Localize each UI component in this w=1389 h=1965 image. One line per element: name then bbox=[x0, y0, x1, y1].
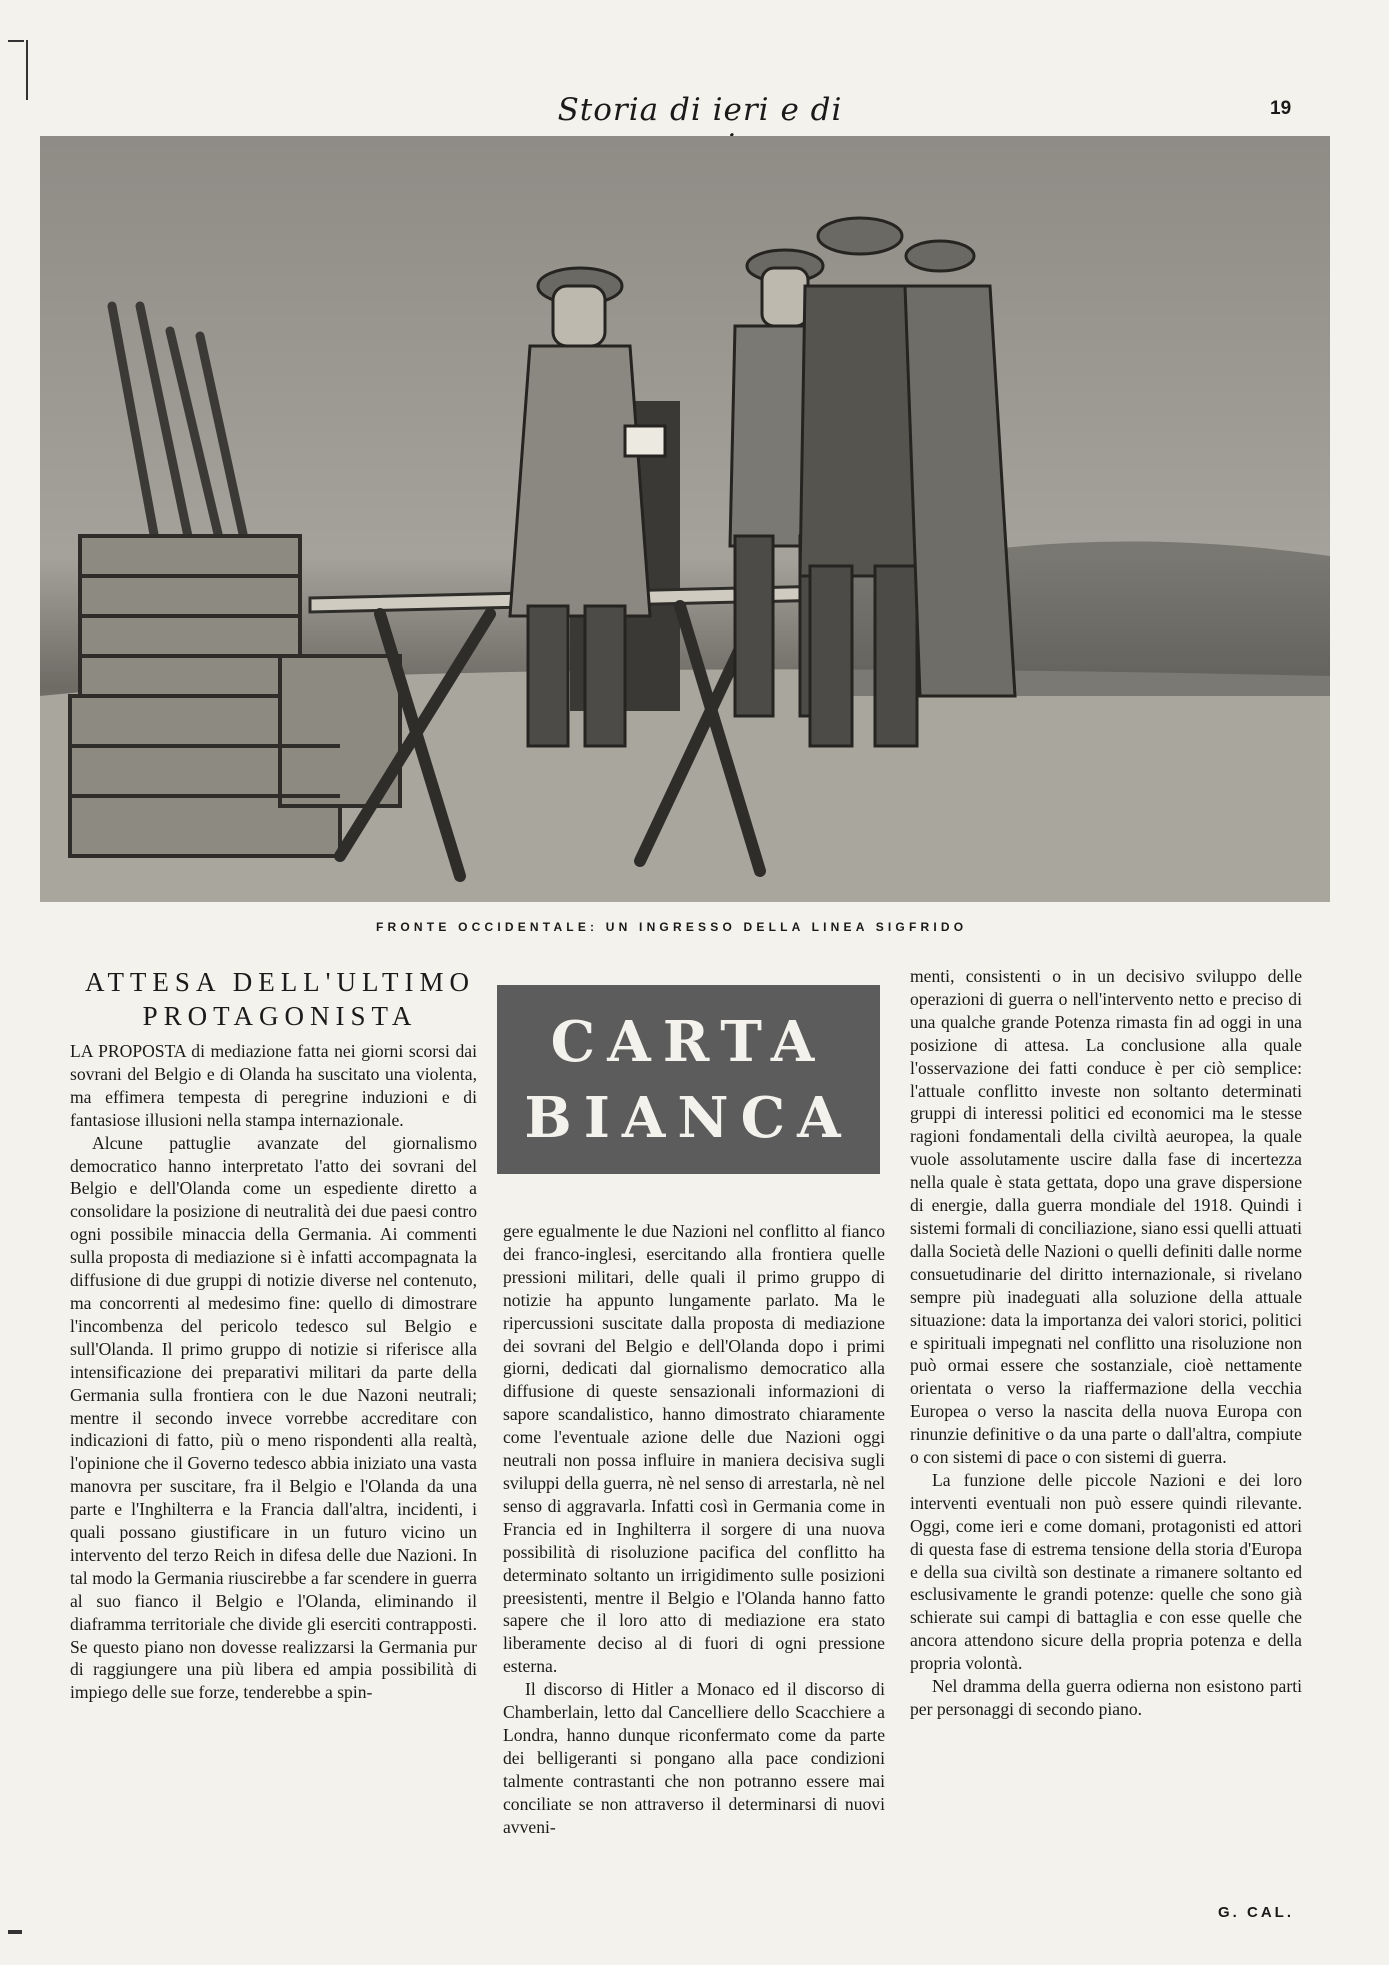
paragraph: La funzione delle piccole Nazioni e dei loro interventi eventuali non può essere quindi rilevante. Oggi, come ieri e come domani, protagonisti ed attori di questa fase di estrema tensione della storia d'Europa e della sua civiltà son destinate a rimanere soltanto ed esclusivamente le grandi potenze: quelle che sono già schierate sui campi di battaglia e con esse quelle che ancora attendono sicure della propria potenza e della propria volontà. bbox=[910, 1469, 1302, 1674]
scan-mark bbox=[8, 40, 24, 42]
carta-bianca-box bbox=[497, 985, 880, 1174]
carta-bianca-line-2: BIANCA bbox=[524, 1084, 853, 1151]
paragraph: LA PROPOSTA di mediazione fatta nei giorni scorsi dai sovrani del Belgio e di Olanda ha suscitato una violenta, ma effimera tempesta di peregrine induzioni e di fantasiose illusioni nella stampa internazionale. bbox=[70, 1041, 477, 1130]
article-column-2 bbox=[503, 1220, 885, 1838]
author-signature: G. CAL. bbox=[1218, 1904, 1294, 1921]
scan-mark bbox=[8, 1930, 22, 1934]
paragraph: menti, consistenti o in un decisivo sviluppo delle operazioni di guerra o nell'intervento netto e preciso di una qualche grande Potenza rimasta fin ad oggi in una posizione di attesa. La conclusione alla quale l'osservazione dei fatti conduce è per ciò semplice: l'attuale conflitto investe non soltanto determinati gruppi di interessi politici ed economici ma le stesse ragioni fondamentali della civiltà aeuropea, la quale vuole assolutamente uscire dalla fase di incertezza nella quale è stata gettata, dopo una grave dispersione di energie, dalla guerra mondiale del 1918. Quindi i sistemi formali di conciliazione, siano essi quelli attuati dalla Società delle Nazioni o quelli definiti dalle norme consuetudinarie del diritto internazionale, si rivelano sempre più inadeguati alla soluzione della attuale situazione: data la importanza dei valori storici, politici e spirituali impegnati nel conflitto una risoluzione non può ormai essere che sostanziale, cioè nettamente orientata o verso la riaffermazione della vecchia Europea o verso la nascita della nuova Europa con rinunzie definitive o da una parte o dall'altra, compiute o con sistemi di pace o con sistemi di guerra. bbox=[910, 966, 1302, 1468]
carta-bianca-line-1: CARTA bbox=[550, 1008, 827, 1075]
article-title-line-2: PROTAGONISTA bbox=[142, 1001, 418, 1031]
article-column-1 bbox=[70, 1040, 477, 1704]
paragraph: Nel dramma della guerra odierna non esistono parti per personaggi di secondo piano. bbox=[910, 1676, 1302, 1719]
paragraph: Il discorso di Hitler a Monaco ed il discorso di Chamberlain, letto dal Cancelliere dello Scacchiere a Londra, hanno dunque riconfermato come da parte dei belligeranti si pongano alla pace condizioni talmente contrastanti che non potranno essere mai conciliate se non attraverso il determinarsi di nuovi avveni- bbox=[503, 1679, 885, 1837]
running-title: Storia di ieri e di bbox=[557, 92, 843, 128]
article-title bbox=[75, 965, 485, 1033]
officers bbox=[510, 218, 1015, 746]
paragraph: Alcune pattuglie avanzate del giornalismo democratico hanno interpretato l'atto dei sovrani del Belgio e dell'Olanda come un espediente diretto a consolidare la posizione di neutralità dei due paesi contro ogni possibile minaccia della Germania. Ai commenti sulla proposta di mediazione si è infatti accompagnata la diffusione di due gruppi di notizie diverse nel contenuto, ma concorrenti al medesimo fine: quello di dimostrare l'incombenza del pericolo tedesco sul Belgio e sull'Olanda. Il primo gruppo di notizie si riferisce alla intensificazione dei preparativi militari da parte della Germania sulla frontiera con le due Nazoni neutrali; mentre il secondo invece vorrebbe accreditare con indicazioni di fatto, più o meno rispondenti alla realtà, l'opinione che il Governo tedesco abbia iniziato una vasta manovra per suscitare, fra il Belgio e l'Olanda da una parte e l'Inghilterra e la Francia dall'altra, incidenti, i quali possano giustificare in un futuro vicino un intervento del terzo Reich in difesa delle due Nazioni. In tal modo la Germania riuscirebbe a far scendere in guerra al suo fianco il Belgio e l'Olanda, eliminando il diaframma territoriale che divide gli eserciti contrapposti. Se questo piano non dovesse realizzarsi la Germania pur di raggiungere una più libera ed ampia possibilità di impiego delle sue forze, tenderebbe a spin- bbox=[70, 1132, 477, 1703]
photo-caption: FRONTE OCCIDENTALE: UN INGRESSO DELLA LINEA SIGFRIDO bbox=[376, 920, 968, 934]
page-number: 19 bbox=[1270, 98, 1292, 119]
article-title-line-1: ATTESA DELL'ULTIMO bbox=[84, 967, 476, 997]
article-column-3 bbox=[910, 965, 1302, 1721]
photo-siegfried-line-entrance bbox=[40, 136, 1330, 902]
scan-mark bbox=[26, 40, 28, 100]
photo-illustration bbox=[40, 136, 1330, 902]
paragraph: gere egualmente le due Nazioni nel conflitto al fianco dei franco-inglesi, esercitando alla frontiera quelle pressioni militari, delle quali il primo gruppo di notizie ha appunto lungamente parlato. Ma le ripercussioni suscitate dalla proposta di mediazione dei sovrani del Belgio e dell'Olanda dopo i primi giorni, dedicati dal giornalismo democratico alla diffusione di queste sensazionali informazioni di sapore scandalistico, hanno dimostrato chiaramente come l'eventuale azione delle due Nazioni oggi neutrali non possa influire in maniera decisiva sugli sviluppi della guerra, nè nel senso di arrestarla, nè nel senso di aggravarla. Infatti così in Germania come in Francia ed in Inghilterra il sorgere di una nuova possibilità di risoluzione pacifica del conflitto ha determinato soltanto un irrigidimento sulle posizioni preesistenti, mentre il Belgio e l'Olanda hanno fatto sapere che il loro atto di mediazione era stato liberamente deciso al di fuori di ogni pressione esterna. bbox=[503, 1221, 885, 1677]
